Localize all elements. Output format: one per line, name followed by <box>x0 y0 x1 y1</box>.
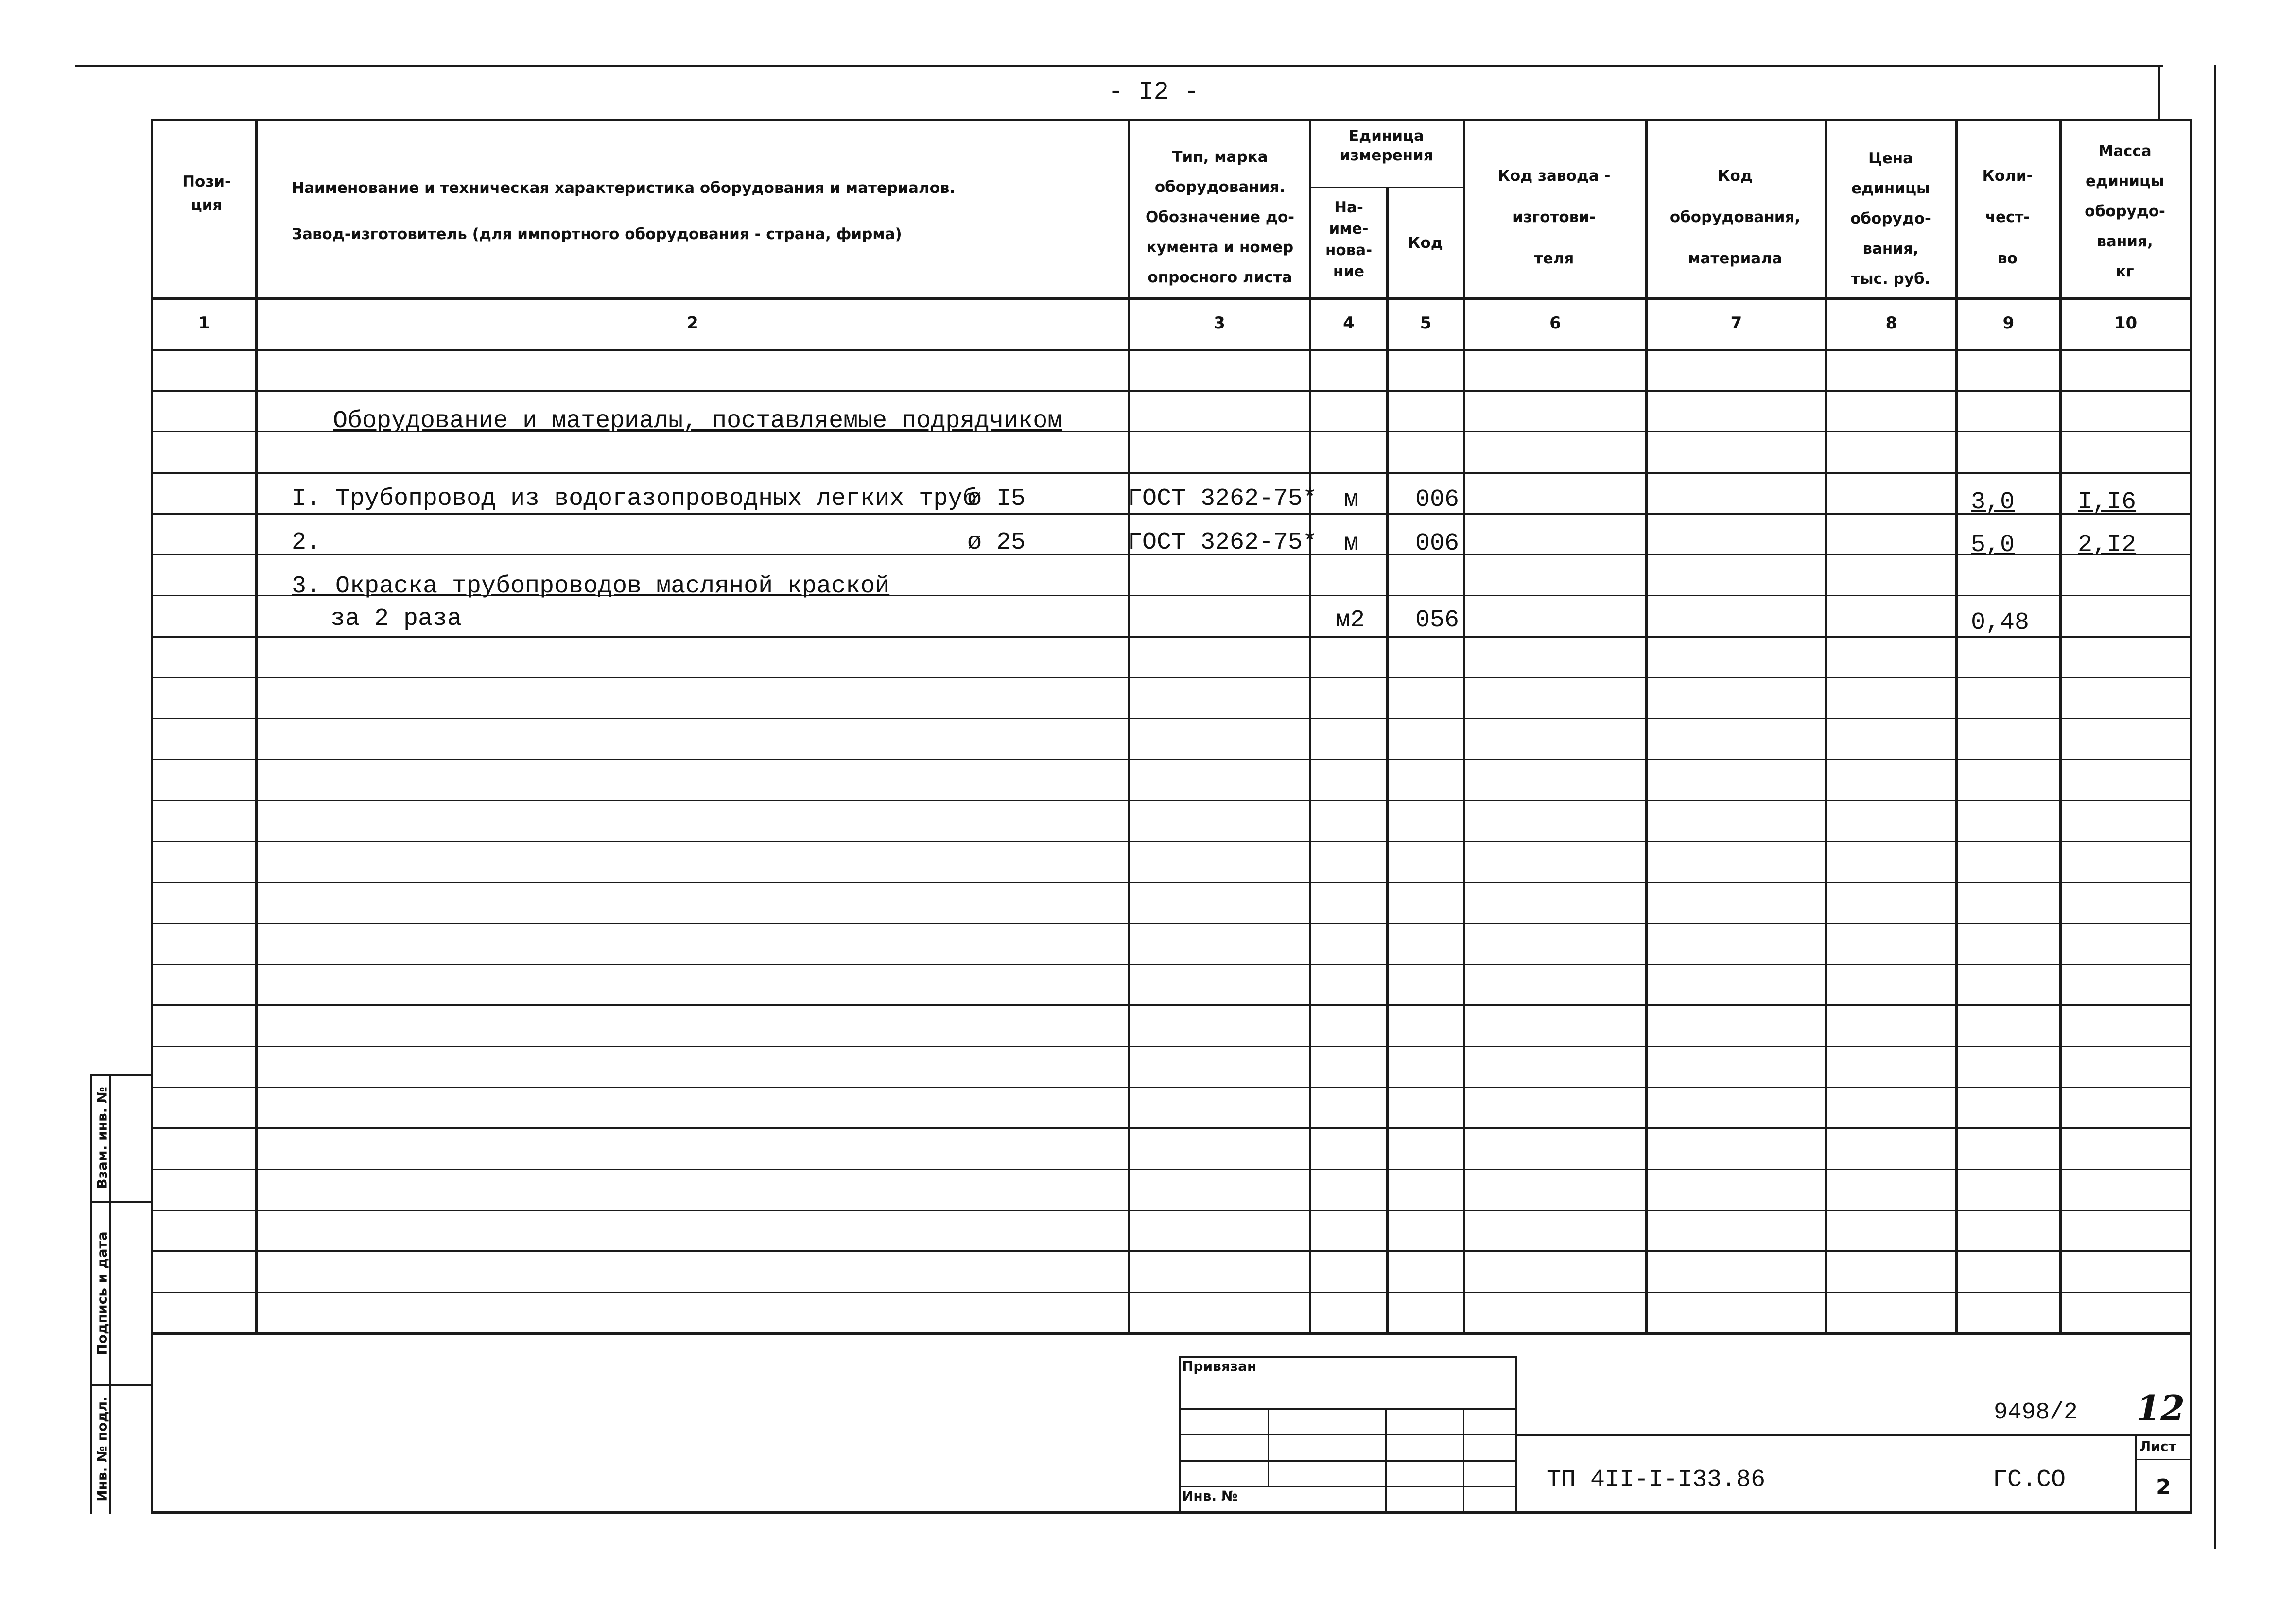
col-divider-7 <box>1825 119 1827 1333</box>
col-divider-2 <box>1128 119 1130 1333</box>
row2-unit: м <box>1344 530 1359 557</box>
header-price: Цена единицы оборудо- вания, тыс. руб. <box>1850 150 1931 288</box>
page-label: - I2 - <box>1108 78 1200 106</box>
frame-right-edge <box>2214 121 2216 1549</box>
header-unit-group: Единица измерения <box>1339 127 1433 164</box>
row-line <box>151 1210 2192 1211</box>
col-divider-1 <box>255 119 258 1333</box>
col-number-4: 4 <box>1343 313 1355 333</box>
stamp-line-1 <box>1179 1408 1516 1410</box>
stamp-top <box>1179 1356 1516 1358</box>
row2-mass: 2,I2 <box>2078 531 2137 559</box>
number-row-bottom-line <box>151 349 2192 351</box>
row1-qty: 3,0 <box>1971 488 2015 516</box>
project-code: ТП 4II-I-I33.86 <box>1547 1466 1766 1494</box>
row-line <box>151 1332 2192 1334</box>
row1-name: I. Трубопровод из водогазопроводных легких труб <box>292 485 977 513</box>
side-label-inv-podl: Инв. № подл. <box>94 1396 110 1502</box>
handwritten-page: 12 <box>2136 1387 2185 1429</box>
row2-qty: 5,0 <box>1971 531 2015 559</box>
row2-doc: ГОСТ 3262-75* <box>1128 529 1318 556</box>
row-line <box>151 1250 2192 1252</box>
stamp-col-1 <box>1268 1408 1269 1486</box>
row-line <box>151 1087 2192 1088</box>
sheet-number: 2 <box>2156 1475 2171 1500</box>
side-strip-left <box>90 1074 92 1514</box>
col-divider-3 <box>1309 119 1311 1333</box>
doc-number: 9498/2 <box>1994 1400 2078 1426</box>
row-line <box>151 964 2192 965</box>
col-number-10: 10 <box>2114 313 2138 333</box>
col-number-9: 9 <box>2002 313 2015 333</box>
header-type-doc: Тип, марка оборудования. Обозначение до- кумента и номер опросного листа <box>1145 148 1295 286</box>
header-name: Наименование и техническая характеристика оборудования и материалов. Завод-изготовитель (для импортного оборудования - страна, фирма) <box>292 179 956 243</box>
header-bottom-line <box>151 297 2192 300</box>
bound-label: Привязан <box>1182 1358 1257 1374</box>
side-label-vzam-inv: Взам. инв. № <box>94 1087 110 1189</box>
row2-code: 006 <box>1415 530 1460 557</box>
header-equipment-code: Код оборудования, материала <box>1670 167 1801 267</box>
row1-diameter: ø I5 <box>967 485 1026 513</box>
sheet-box-split <box>2135 1459 2191 1460</box>
row-line <box>151 923 2192 924</box>
row4-name: за 2 раза <box>330 605 462 633</box>
frame-right-tick <box>2214 65 2216 121</box>
row-line <box>151 472 2192 474</box>
top-frame-line <box>75 65 2163 67</box>
header-quantity: Коли- чест- во <box>1982 167 2033 267</box>
header-mass: Масса единицы оборудо- вания, кг <box>2085 142 2165 280</box>
row-line <box>151 841 2192 842</box>
row-line <box>151 800 2192 801</box>
row4-unit: м2 <box>1336 606 1365 634</box>
col-divider-6 <box>1645 119 1648 1333</box>
row1-code: 006 <box>1415 486 1460 514</box>
row3-name: 3. Окраска трубопроводов масляной краской <box>292 572 890 600</box>
row-line <box>151 882 2192 883</box>
section-title: Оборудование и материалы, поставляемые подрядчиком <box>333 407 1062 435</box>
inv-no-label: Инв. № <box>1182 1488 1238 1504</box>
col-number-1: 1 <box>198 313 210 333</box>
frame-top-right-tick <box>2158 65 2160 121</box>
row-line <box>151 1004 2192 1006</box>
row-line <box>151 677 2192 678</box>
col-number-8: 8 <box>1885 313 1897 333</box>
col-number-2: 2 <box>687 313 698 333</box>
row-line <box>151 1046 2192 1047</box>
row-line <box>151 390 2192 392</box>
row-line <box>151 759 2192 760</box>
row1-mass: I,I6 <box>2078 488 2137 516</box>
row-line <box>151 513 2192 515</box>
row1-unit: м <box>1344 486 1359 514</box>
header-unit-code: Код <box>1408 234 1443 252</box>
stamp-col-2 <box>1385 1408 1387 1511</box>
row2-diameter: ø 25 <box>967 529 1026 556</box>
col-divider-8 <box>1955 119 1958 1333</box>
col-number-3: 3 <box>1214 313 1225 333</box>
table-top-border <box>151 119 2192 121</box>
row-line <box>151 636 2192 638</box>
header-unit-name: На- име- нова- ние <box>1325 199 1373 280</box>
col-number-6: 6 <box>1549 313 1561 333</box>
sheet-label: Лист <box>2139 1438 2176 1454</box>
title-block-top <box>1515 1434 2191 1436</box>
side-strip-split-1 <box>90 1201 151 1203</box>
table-bottom-border <box>151 1511 2192 1514</box>
sheet-box-left <box>2135 1434 2137 1512</box>
stamp-line-2 <box>1179 1434 1516 1435</box>
stamp-col-3 <box>1463 1408 1464 1511</box>
row-line <box>151 1127 2192 1129</box>
stamp-line-3 <box>1179 1460 1516 1462</box>
header-factory-code: Код завода - изготови- теля <box>1497 167 1611 267</box>
side-label-podpis-data: Подпись и дата <box>94 1231 110 1355</box>
row4-code: 056 <box>1415 606 1460 634</box>
col-divider-9 <box>2059 119 2062 1333</box>
col-number-7: 7 <box>1730 313 1742 333</box>
row2-name: 2. <box>292 529 321 556</box>
stamp-line-4 <box>1179 1486 1516 1487</box>
col-number-5: 5 <box>1420 313 1432 333</box>
row-line <box>151 718 2192 719</box>
table-right-border <box>2190 119 2192 1513</box>
header-position: Пози- ция <box>182 173 231 214</box>
row-line <box>151 1169 2192 1170</box>
row-line <box>151 1292 2192 1293</box>
col-divider-5 <box>1463 119 1465 1333</box>
row1-doc: ГОСТ 3262-75* <box>1128 485 1318 513</box>
row4-qty: 0,48 <box>1971 609 2030 637</box>
section-code: ГС.СО <box>1993 1466 2066 1494</box>
